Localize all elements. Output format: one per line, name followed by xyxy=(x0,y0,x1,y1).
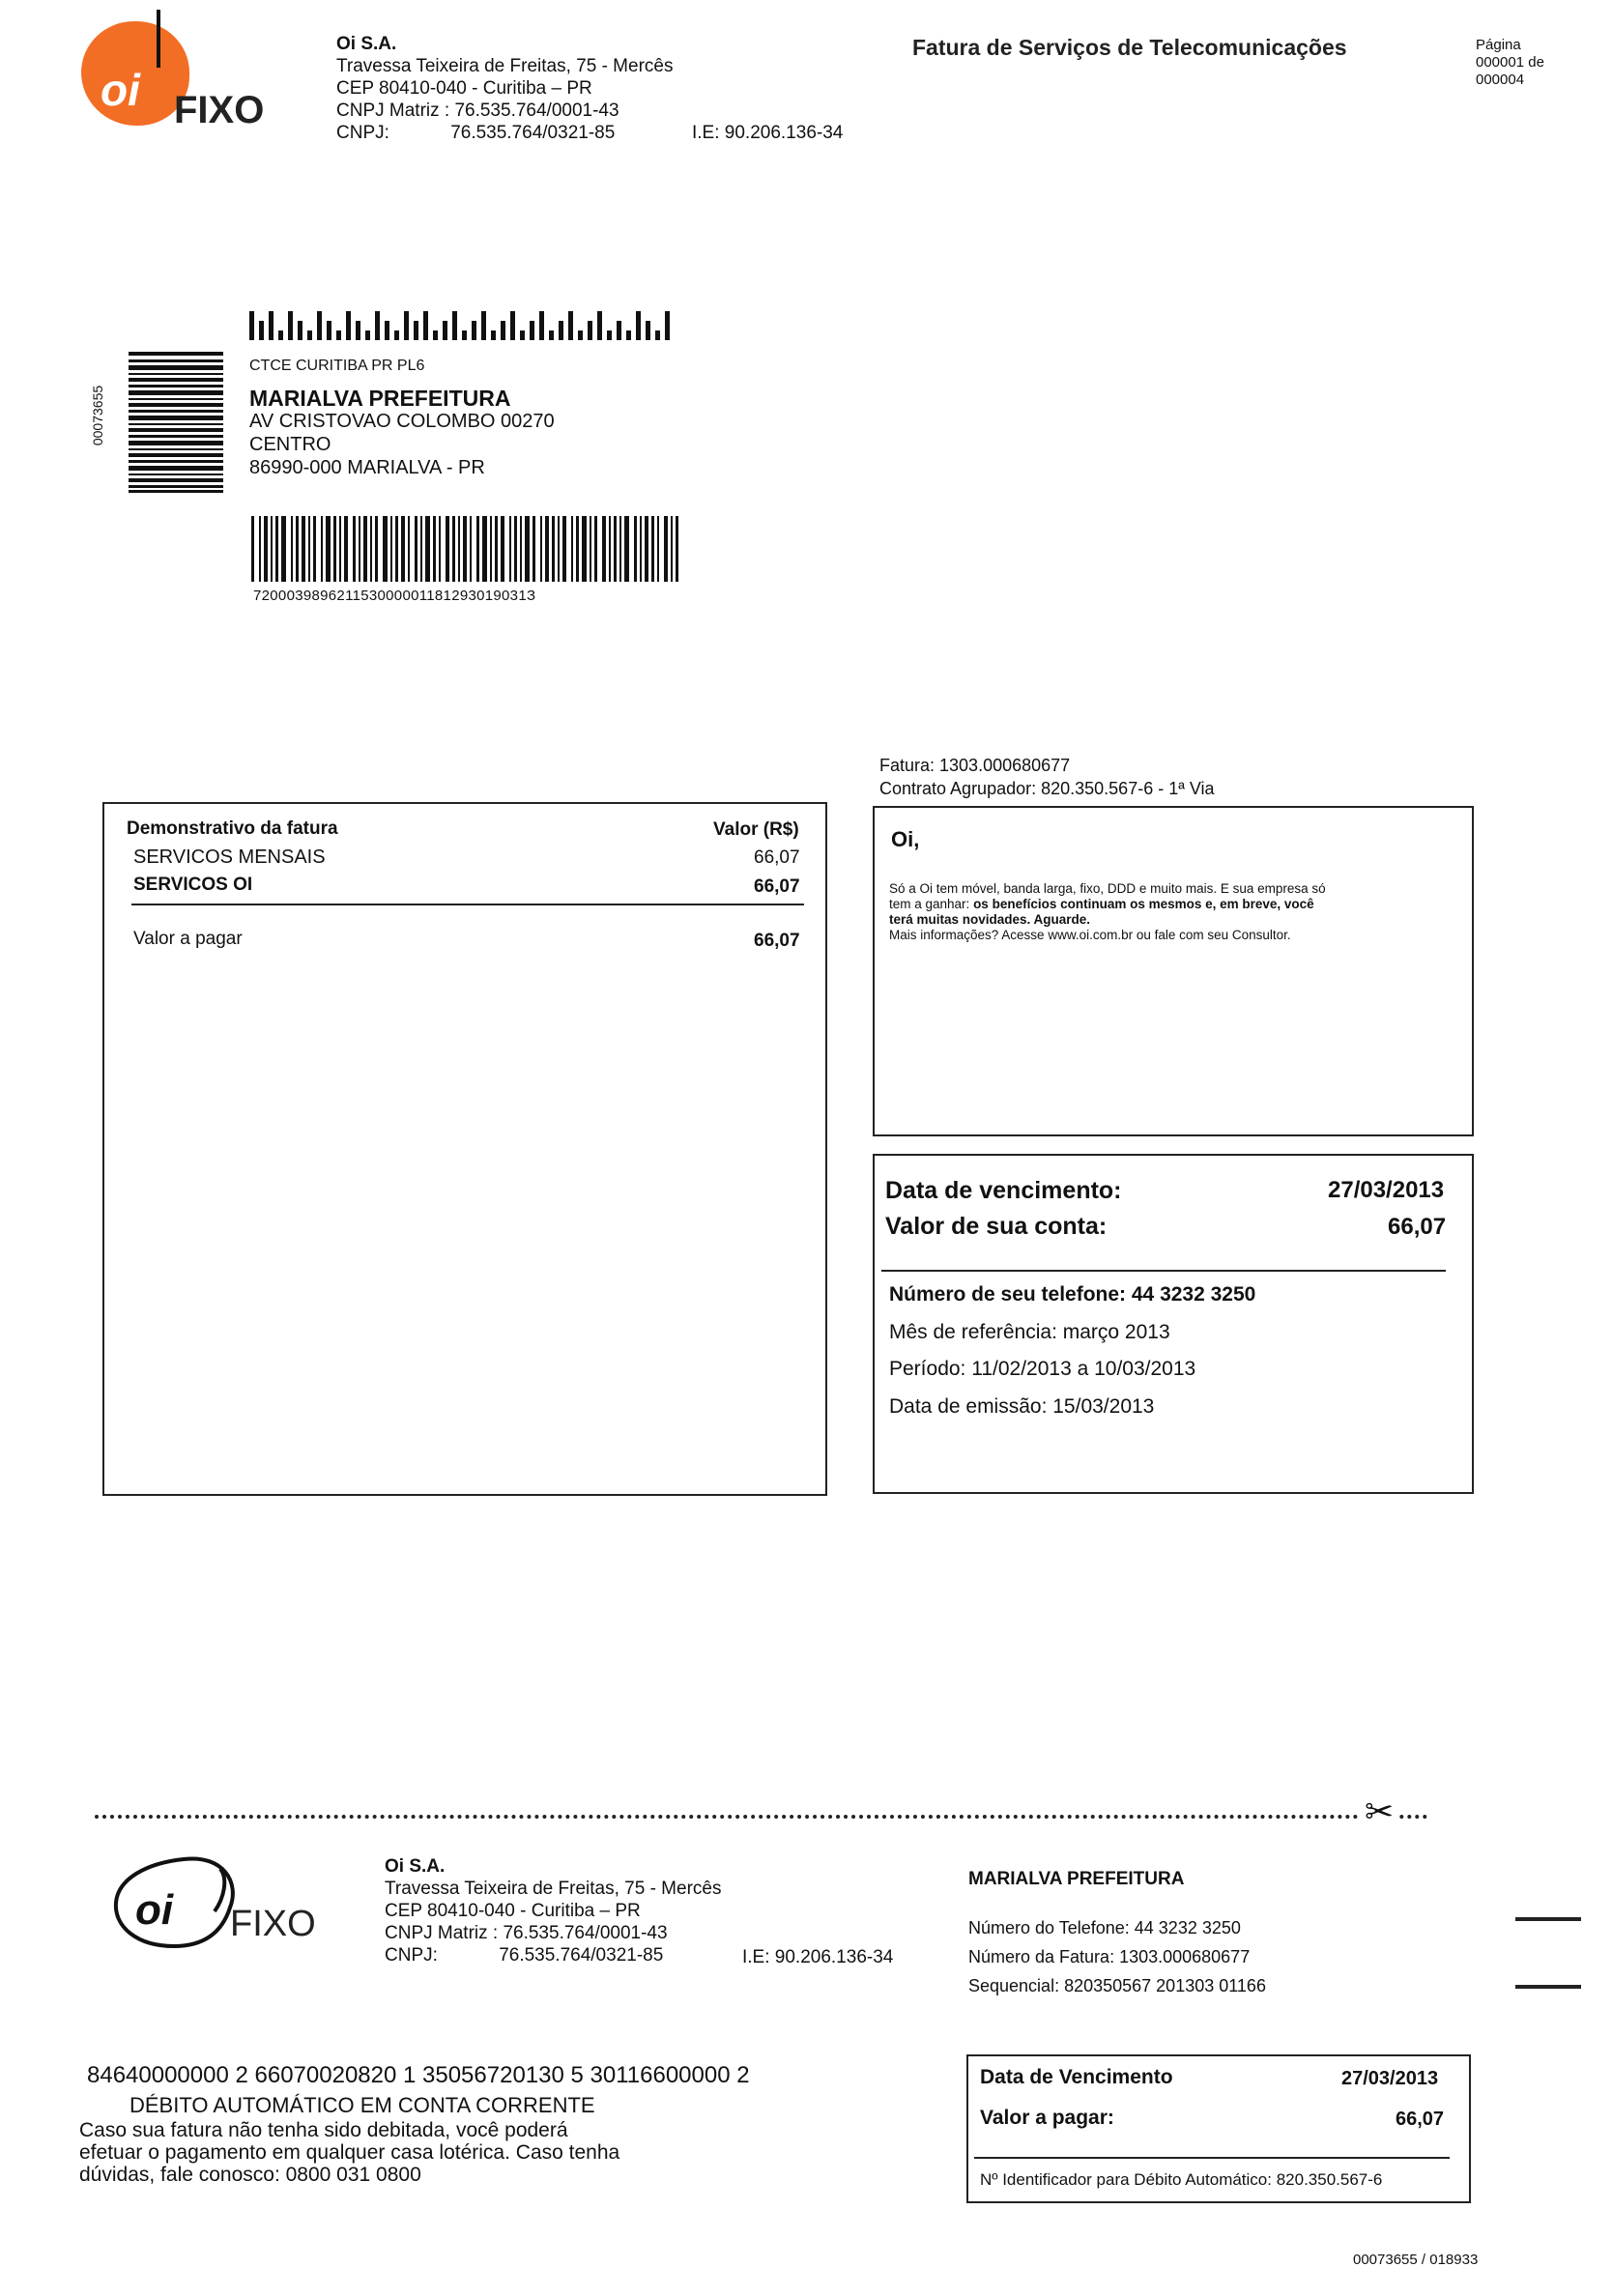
barcode-bar xyxy=(540,516,542,582)
statement-item-value: 66,07 xyxy=(754,847,800,868)
barcode-bar xyxy=(291,516,293,582)
barcode-bar xyxy=(275,516,278,582)
barcode-bar xyxy=(433,516,436,582)
barcode-bar xyxy=(401,516,405,582)
reference-month: Mês de referência: março 2013 xyxy=(889,1321,1170,1343)
stub-due-value: 27/03/2013 xyxy=(1341,2068,1439,2089)
cep-barcode xyxy=(251,516,684,582)
barcode-bar xyxy=(482,516,487,582)
message-line xyxy=(889,897,1469,912)
vertical-code-wrap xyxy=(90,375,116,462)
company-address: Travessa Teixeira de Freitas, 75 - Mercês xyxy=(336,56,674,76)
barcode-bar xyxy=(281,516,286,582)
statement-item-value: 66,07 xyxy=(754,876,800,897)
barcode-bar xyxy=(501,516,504,582)
message-line: Só a Oi tem móvel, banda larga, fixo, DDD e muito mais. E sua empresa só xyxy=(889,881,1326,896)
company-cnpj-matriz: CNPJ Matriz : 76.535.764/0001-43 xyxy=(336,100,619,121)
recipient-district: CENTRO xyxy=(249,434,331,455)
total-value: 66,07 xyxy=(754,931,800,951)
due-value: 27/03/2013 xyxy=(1328,1177,1445,1203)
barcode-bar xyxy=(525,516,530,582)
footer-code: 00073655 / 018933 xyxy=(1353,2252,1479,2268)
barcode-bar xyxy=(313,516,316,582)
oi-fixo-logo xyxy=(68,10,265,135)
barcode-number: 720003989621153000001181293019031З xyxy=(253,588,536,604)
invoice-ref xyxy=(879,754,1215,800)
stub-company-cnpj xyxy=(385,1944,721,1966)
barcode-bar xyxy=(395,516,398,582)
barcode-bar xyxy=(590,516,591,582)
stub-logo-oi-text: oi xyxy=(135,1886,174,1934)
barcode-bar xyxy=(602,516,606,582)
barcode-bar xyxy=(676,516,678,582)
debit-text: dúvidas, fale conosco: 0800 031 0800 xyxy=(79,2164,421,2186)
company-name: Oi S.A. xyxy=(336,34,397,54)
barcode-bar xyxy=(624,516,629,582)
barcode-bar xyxy=(594,516,597,582)
stub-company-cep: CEP 80410-040 - Curitiba – PR xyxy=(385,1901,641,1921)
stub-due-label: Data de Vencimento xyxy=(980,2066,1173,2088)
recipient-city: 86990-000 MARIALVA - PR xyxy=(249,457,485,478)
stub-mark xyxy=(1515,1985,1581,1989)
barcode-bar xyxy=(296,516,299,582)
barcode-bar xyxy=(640,516,642,582)
barcode-bar xyxy=(359,516,360,582)
stub-cnpj-value: 76.535.764/0321-85 xyxy=(499,1945,664,1966)
barcode-bar xyxy=(671,516,673,582)
barcode-bar xyxy=(321,516,323,582)
barcode-bar xyxy=(552,516,555,582)
page-label: Página xyxy=(1476,37,1521,53)
barcode-bar xyxy=(452,516,455,582)
stub-company-cnpj-matriz: CNPJ Matriz : 76.535.764/0001-43 xyxy=(385,1923,668,1943)
barcode-bar xyxy=(339,516,341,582)
company-cep: CEP 80410-040 - Curitiba – PR xyxy=(336,78,592,99)
barcode-bar xyxy=(490,516,492,582)
company-cnpj xyxy=(336,122,673,144)
scissors-icon: ✂ xyxy=(1361,1792,1397,1832)
stub-cnpj-label: CNPJ: xyxy=(385,1945,438,1966)
route-code: CTCE CURITIBA PR PL6 xyxy=(249,358,425,374)
stub-logo-fixo-text: FIXO xyxy=(230,1904,316,1944)
stub-invoice: Número da Fatura: 1303.000680677 xyxy=(968,1947,1251,1966)
side-barcode xyxy=(129,352,223,493)
barcode-bar xyxy=(308,516,310,582)
total-label: Valor a pagar xyxy=(133,929,243,949)
message-line: Mais informações? Acesse www.oi.com.br ou fale com seu Consultor. xyxy=(889,928,1291,942)
barcode-bar xyxy=(619,516,621,582)
recipient-address xyxy=(249,387,555,479)
logo-fixo-text: FIXO xyxy=(174,89,265,131)
page-indicator xyxy=(1476,37,1544,89)
barcode-bar xyxy=(425,516,430,582)
debit-title: DÉBITO AUTOMÁTICO EM CONTA CORRENTE xyxy=(130,2093,595,2117)
barcode-bar xyxy=(458,516,460,582)
barcode-bar xyxy=(614,516,617,582)
barcode-bar xyxy=(375,516,378,582)
barcode-bar xyxy=(259,516,261,582)
postal-barcode xyxy=(247,307,673,340)
recipient-street: AV CRISTOVAO COLOMBO 00270 xyxy=(249,411,555,432)
statement-title: Demonstrativo da fatura xyxy=(127,818,338,839)
debit-text: efetuar o pagamento em qualquer casa lotérica. Caso tenha xyxy=(79,2141,620,2164)
document-title: Fatura de Serviços de Telecomunicações xyxy=(912,35,1347,60)
barcode-bar xyxy=(251,516,254,582)
stub-company-ie: I.E: 90.206.136-34 xyxy=(742,1947,894,1967)
barcode-bar xyxy=(645,516,648,582)
barcode-bar xyxy=(470,516,472,582)
cnpj-label: CNPJ: xyxy=(336,123,389,143)
logo-stem xyxy=(157,10,160,68)
stub-amount-label: Valor a pagar: xyxy=(980,2107,1114,2129)
statement-item-label: SERVICOS MENSAIS xyxy=(133,847,326,868)
barcode-bar xyxy=(353,516,356,582)
barcode-bar xyxy=(634,516,637,582)
barcode-bar xyxy=(408,516,410,582)
billing-period: Período: 11/02/2013 a 10/03/2013 xyxy=(889,1358,1196,1380)
stub-company-header xyxy=(385,1855,721,1966)
message-body xyxy=(889,881,1469,943)
debit-text: Caso sua fatura não tenha sido debitada, você poderá xyxy=(79,2119,568,2141)
message-emphasis: os benefícios continuam os mesmos e, em breve, você xyxy=(973,897,1314,911)
stub-oi-fixo-logo xyxy=(108,1850,331,1966)
statement-item-label: SERVICOS OI xyxy=(133,875,253,895)
stub-amount-value: 66,07 xyxy=(1396,2109,1445,2130)
stub-phone: Número do Telefone: 44 3232 3250 xyxy=(968,1918,1241,1937)
stub-customer-info xyxy=(968,1913,1266,2000)
message-greeting: Oi, xyxy=(891,827,920,851)
barcode-bar xyxy=(463,516,467,582)
vertical-code: 00073655 xyxy=(90,385,106,446)
barcode-bar xyxy=(514,516,517,582)
invoice-number: Fatura: 1303.000680677 xyxy=(879,756,1071,775)
page-number: 000001 de xyxy=(1476,54,1544,71)
stub-logo-outline xyxy=(108,1850,244,1956)
barcode-bar xyxy=(383,516,388,582)
barcode-bar xyxy=(370,516,372,582)
barcode-bar xyxy=(363,516,367,582)
barcode-bar xyxy=(302,516,305,582)
logo-oi-text: oi xyxy=(101,65,140,115)
barcode-bar xyxy=(264,516,268,582)
company-ie: I.E: 90.206.136-34 xyxy=(692,123,844,143)
recipient-name: MARIALVA PREFEITURA xyxy=(249,386,511,411)
stub-customer-name: MARIALVA PREFEITURA xyxy=(968,1869,1185,1889)
barcode-bar xyxy=(439,516,441,582)
barcode-bar xyxy=(562,516,566,582)
barcode-bar xyxy=(420,516,422,582)
barcode-bar xyxy=(333,516,336,582)
barcode-bar xyxy=(582,516,587,582)
cut-line xyxy=(95,1815,1428,1819)
phone-number: Número de seu telefone: 44 3232 3250 xyxy=(889,1283,1256,1306)
barcode-bar xyxy=(509,516,511,582)
message-text: tem a ganhar: xyxy=(889,897,974,911)
stub-company-name: Oi S.A. xyxy=(385,1856,446,1877)
value-header: Valor (R$) xyxy=(713,819,799,840)
message-line: terá muitas novidades. Aguarde. xyxy=(889,912,1091,927)
page-total: 000004 xyxy=(1476,72,1525,88)
issue-date: Data de emissão: 15/03/2013 xyxy=(889,1395,1155,1418)
barcode-bar xyxy=(651,516,654,582)
barcode-bar xyxy=(533,516,535,582)
barcode-bar xyxy=(545,516,549,582)
statement-divider xyxy=(131,904,804,905)
barcode-bar xyxy=(495,516,498,582)
barcode-bar xyxy=(476,516,479,582)
contract-number: Contrato Agrupador: 820.350.567-6 - 1ª Via xyxy=(879,779,1215,798)
barcode-bar xyxy=(446,516,449,582)
barcode-bar xyxy=(609,516,611,582)
barcode-bar xyxy=(520,516,522,582)
barcode-bar xyxy=(571,516,573,582)
barcode-bar xyxy=(558,516,560,582)
stub-divider xyxy=(974,2157,1450,2159)
summary-divider xyxy=(881,1270,1446,1272)
stub-mark xyxy=(1515,1917,1581,1921)
barcode-bar xyxy=(415,516,417,582)
barcode-bar xyxy=(657,516,659,582)
barcode-bar xyxy=(664,516,668,582)
stub-company-address: Travessa Teixeira de Freitas, 75 - Mercês xyxy=(385,1879,722,1899)
debit-instructions xyxy=(79,2119,619,2186)
due-label: Data de vencimento: xyxy=(885,1177,1122,1204)
message-box xyxy=(873,806,1474,1136)
barcode-bar xyxy=(271,516,273,582)
barcode-bar xyxy=(344,516,348,582)
stub-debit-id: Nº Identificador para Débito Automático: 820.350.567-6 xyxy=(980,2170,1383,2189)
company-header xyxy=(336,33,673,144)
stub-sequence: Sequencial: 820350567 201303 01166 xyxy=(968,1976,1266,1995)
amount-label: Valor de sua conta: xyxy=(885,1213,1108,1240)
barcode-bar xyxy=(390,516,392,582)
statement-box xyxy=(102,802,827,1496)
cnpj-value: 76.535.764/0321-85 xyxy=(450,123,616,143)
amount-value: 66,07 xyxy=(1388,1214,1447,1240)
barcode-bar xyxy=(576,516,579,582)
digitable-line: 84640000000 2 66070020820 1 35056720130 5 30116600000 2 xyxy=(87,2062,750,2088)
barcode-bar xyxy=(326,516,331,582)
